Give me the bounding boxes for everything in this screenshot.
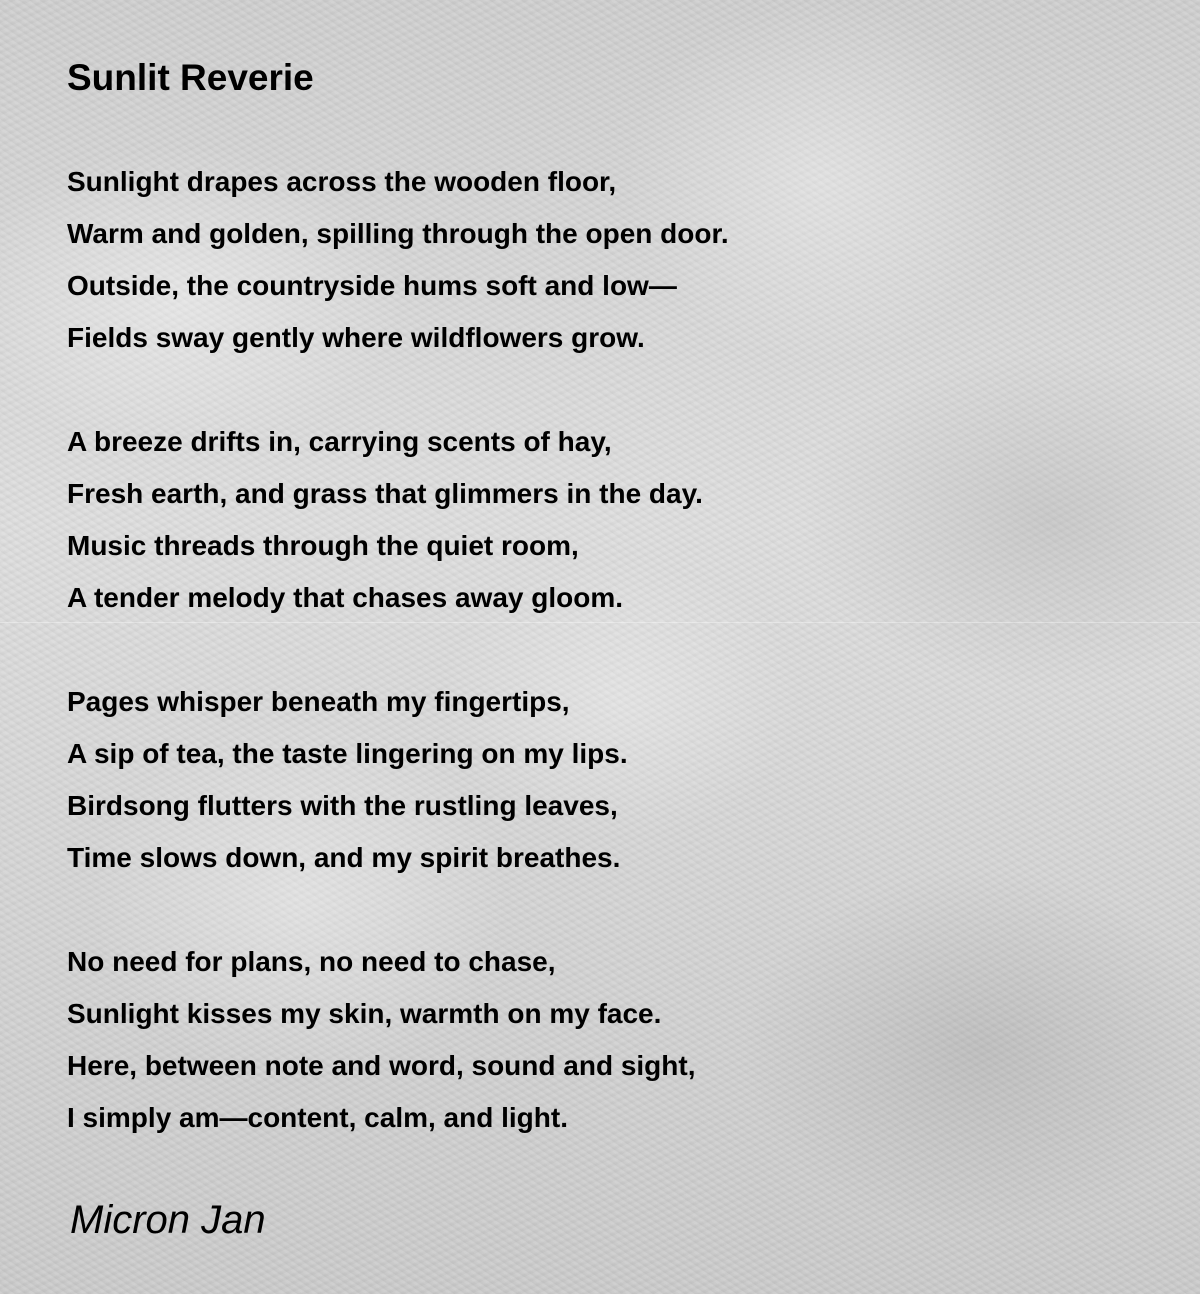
poem-line: Sunlight kisses my skin, warmth on my face.: [67, 998, 662, 1029]
poem-line: A tender melody that chases away gloom.: [67, 582, 624, 613]
poem-line: Outside, the countryside hums soft and low—: [67, 270, 677, 301]
poem-line: Sunlight drapes across the wooden floor,: [67, 166, 617, 197]
stanza-4: [67, 936, 1147, 1144]
poem-line: Pages whisper beneath my fingertips,: [67, 686, 570, 717]
poem-line: No need for plans, no need to chase,: [67, 946, 556, 977]
poem-line: I simply am—content, calm, and light.: [67, 1102, 568, 1133]
poem-line: A sip of tea, the taste lingering on my lips.: [67, 738, 628, 769]
stanza-2: [67, 416, 1147, 624]
poem-line: Time slows down, and my spirit breathes.: [67, 842, 621, 873]
stanza-3: [67, 676, 1147, 884]
poem-line: A breeze drifts in, carrying scents of hay,: [67, 426, 612, 457]
poem-title: Sunlit Reverie: [67, 57, 314, 98]
poem-line: Warm and golden, spilling through the open door.: [67, 218, 729, 249]
poem-body: [67, 156, 1147, 1196]
stanza-1: [67, 156, 1147, 364]
poem-line: Fields sway gently where wildflowers grow.: [67, 322, 645, 353]
poem-line: Music threads through the quiet room,: [67, 530, 579, 561]
poem-line: Here, between note and word, sound and sight,: [67, 1050, 696, 1081]
poem-author: Micron Jan: [70, 1198, 266, 1242]
poem-line: Fresh earth, and grass that glimmers in the day.: [67, 478, 703, 509]
poem-line: Birdsong flutters with the rustling leaves,: [67, 790, 618, 821]
